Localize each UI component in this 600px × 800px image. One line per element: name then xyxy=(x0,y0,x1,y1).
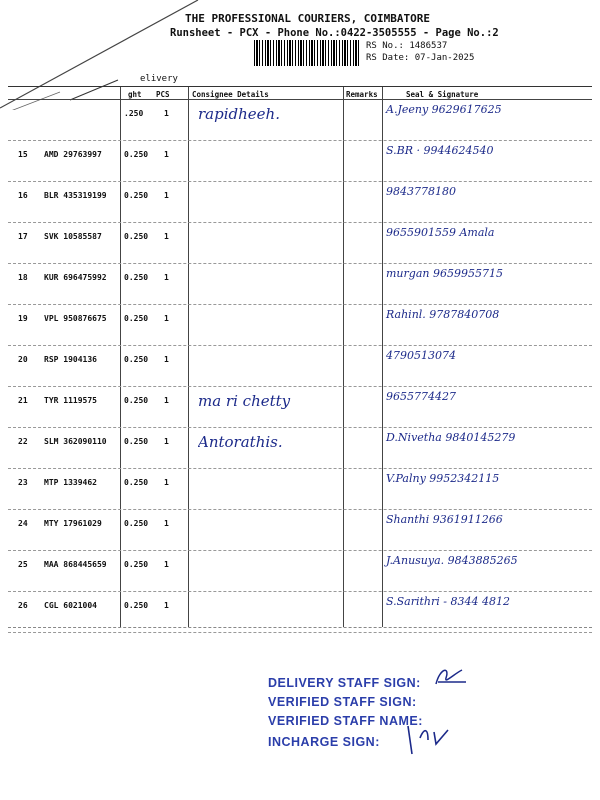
row-pcs: 1 xyxy=(164,519,169,528)
row-pcs: 1 xyxy=(164,355,169,364)
handwritten-signature: J.Anusuya. 9843885265 xyxy=(386,554,518,567)
handwritten-signature: A.Jeeny 9629617625 xyxy=(386,103,502,116)
row-pcs: 1 xyxy=(164,560,169,569)
company-name: THE PROFESSIONAL COURIERS, COIMBATORE xyxy=(185,12,431,25)
handwritten-signature: V.Palny 9952342115 xyxy=(386,472,500,485)
column-header-consignee: Consignee Details xyxy=(192,90,269,99)
consignee-handwritten-name: rapidheeh. xyxy=(198,105,280,123)
handwritten-signature: Rahinl. 9787840708 xyxy=(386,308,500,321)
handwritten-signature: S.Sarithri - 8344 4812 xyxy=(386,595,510,608)
consignee-handwritten-name: ma ri chetty xyxy=(198,392,291,410)
row-weight: 0.250 xyxy=(124,314,149,323)
row-number: 20 xyxy=(18,355,28,364)
table-row xyxy=(8,468,592,510)
awb-number: MTP 1339462 xyxy=(44,478,97,487)
awb-number: AMD 29763997 xyxy=(44,150,102,159)
column-header-weight: ght xyxy=(128,90,142,99)
row-pcs: 1 xyxy=(164,601,169,610)
row-number: 15 xyxy=(18,150,28,159)
consignee-handwritten-name: Antorathis. xyxy=(198,433,283,451)
row-number: 22 xyxy=(18,437,28,446)
awb-number: TYR 1119575 xyxy=(44,396,97,405)
table-row xyxy=(8,509,592,551)
row-weight: 0.250 xyxy=(124,232,149,241)
row-number: 24 xyxy=(18,519,28,528)
row-weight: 0.250 xyxy=(124,273,149,282)
table-row xyxy=(8,345,592,387)
rs-date: RS Date: 07-Jan-2025 xyxy=(366,53,475,63)
handwritten-signature: 9655774427 xyxy=(386,390,456,403)
row-weight: 0.250 xyxy=(124,355,149,364)
handwritten-signature: 9655901559 Amala xyxy=(386,226,495,239)
table-row xyxy=(8,550,592,592)
row-pcs: 1 xyxy=(164,314,169,323)
row-number: 25 xyxy=(18,560,28,569)
barcode xyxy=(254,40,360,66)
table-row xyxy=(8,222,592,264)
row-number: 18 xyxy=(18,273,28,282)
handwritten-signature: murgan 9659955715 xyxy=(386,267,503,280)
row-weight: 0.250 xyxy=(124,560,149,569)
awb-number: SLM 362090110 xyxy=(44,437,107,446)
awb-number: SVK 10585587 xyxy=(44,232,102,241)
runsheet-table xyxy=(8,86,592,628)
row-number: 23 xyxy=(18,478,28,487)
row-weight: 0.250 xyxy=(124,519,149,528)
row-pcs: 1 xyxy=(164,396,169,405)
row-weight: 0.250 xyxy=(124,150,149,159)
awb-number: CGL 6021004 xyxy=(44,601,97,610)
awb-number: BLR 435319199 xyxy=(44,191,107,200)
row-pcs: 1 xyxy=(164,109,169,118)
row-weight: 0.250 xyxy=(124,601,149,610)
row-number: 17 xyxy=(18,232,28,241)
incharge-signature xyxy=(400,722,460,758)
row-number: 19 xyxy=(18,314,28,323)
column-header-pcs: PCS xyxy=(156,90,170,99)
table-row xyxy=(8,304,592,346)
row-weight: 0.250 xyxy=(124,478,149,487)
row-pcs: 1 xyxy=(164,150,169,159)
row-pcs: 1 xyxy=(164,191,169,200)
awb-number: RSP 1904136 xyxy=(44,355,97,364)
runsheet-line: Runsheet - PCX - Phone No.:0422-3505555 - Page No.:2 xyxy=(170,27,499,39)
row-number: 26 xyxy=(18,601,28,610)
row-pcs: 1 xyxy=(164,273,169,282)
table-row xyxy=(8,386,592,428)
handwritten-signature: D.Nivetha 9840145279 xyxy=(386,431,516,444)
handwritten-signature: 9843778180 xyxy=(386,185,456,198)
column-header-seal-signature: Seal & Signature xyxy=(406,90,479,99)
awb-number: KUR 696475992 xyxy=(44,273,107,282)
table-row xyxy=(8,181,592,223)
awb-number: VPL 950876675 xyxy=(44,314,107,323)
delivery-staff-sign: DELIVERY STAFF SIGN: xyxy=(268,676,421,690)
delivery-staff-signature xyxy=(432,664,472,690)
table-row xyxy=(8,427,592,469)
row-weight: 0.250 xyxy=(124,396,149,405)
table-row xyxy=(8,263,592,305)
handwritten-signature: Shanthi 9361911266 xyxy=(386,513,503,526)
table-row xyxy=(8,591,592,633)
row-pcs: 1 xyxy=(164,437,169,446)
verified-staff-sign: VERIFIED STAFF SIGN: xyxy=(268,695,417,709)
row-number: 16 xyxy=(18,191,28,200)
section-label-fragment: elivery xyxy=(140,74,178,84)
awb-number: MTY 17961029 xyxy=(44,519,102,528)
handwritten-signature: S.BR · 9944624540 xyxy=(386,144,494,157)
table-row xyxy=(8,99,592,141)
handwritten-signature: 4790513074 xyxy=(386,349,456,362)
table-row xyxy=(8,140,592,182)
rs-number: RS No.: 1486537 xyxy=(366,41,448,51)
awb-number: MAA 868445659 xyxy=(44,560,107,569)
row-pcs: 1 xyxy=(164,232,169,241)
row-weight: 0.250 xyxy=(124,191,149,200)
column-header-remarks: Remarks xyxy=(346,90,378,99)
row-number: 21 xyxy=(18,396,28,405)
row-weight: 0.250 xyxy=(124,437,149,446)
incharge-sign: INCHARGE SIGN: xyxy=(268,735,380,749)
row-weight: .250 xyxy=(124,109,144,118)
row-pcs: 1 xyxy=(164,478,169,487)
verified-staff-name: VERIFIED STAFF NAME: xyxy=(268,714,423,728)
